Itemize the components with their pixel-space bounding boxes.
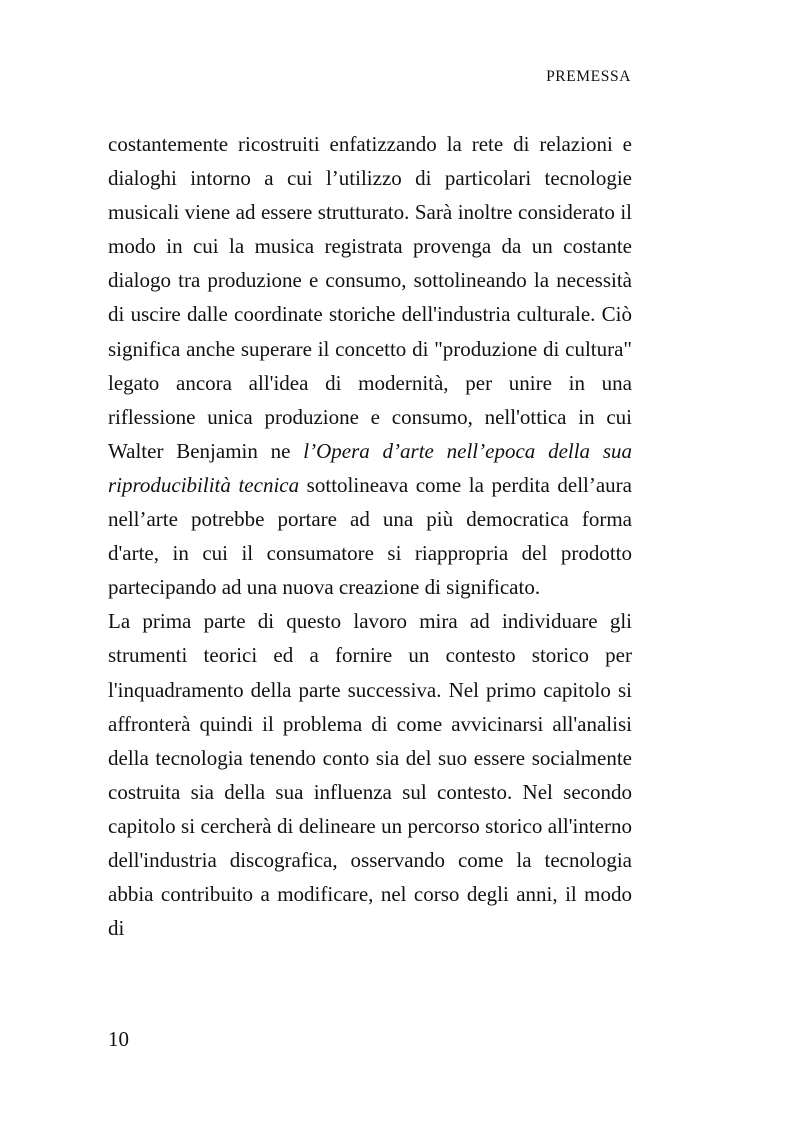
paragraph-text-end: sottolineava come la perdita dell’aura nell’arte potrebbe portare ad una più democratica forma d'arte, in cui il consumatore si riappropria del prodotto partecipando ad una nuova creazione di significato. [108,472,632,600]
book-title: l’Opera d’arte nell’epoca della sua riproducibilità tecnica [108,438,633,497]
running-header: PREMESSA [546,68,631,85]
body-text [108,127,632,945]
page-number: 10 [108,1027,129,1051]
paragraph-text-start: costantemente ricostruiti enfatizzando la rete di relazioni e dialoghi intorno a cui l’utilizzo di particolari tecnologie musicali viene ad essere strutturato. Sarà inoltre considerato il modo in cui la musica registrata provenga da un costante dialogo tra produzione e consumo, sottolineando la necessità di uscire dalle coordinate storiche dell'industria culturale. Ciò significa anche superare il concetto di "produzione di cultura" legato ancora all'idea di modernità, per unire in una riflessione unica produzione e consumo, nell'ottica in cui Walter Benjamin ne [108,132,632,463]
paragraph [108,127,632,604]
paragraph: La prima parte di questo lavoro mira ad individuare gli strumenti teorici ed a fornire un contesto storico per l'inquadramento della parte successiva. Nel primo capitolo si affronterà quindi il problema di come avvicinarsi all'analisi della tecnologia tenendo conto sia del suo essere socialmente costruita sia della sua influenza sul contesto. Nel secondo capitolo si cercherà di delineare un percorso storico all'interno dell'industria discografica, osservando come la tecnologia abbia contribuito a modificare, nel corso degli anni, il modo di [108,609,632,941]
